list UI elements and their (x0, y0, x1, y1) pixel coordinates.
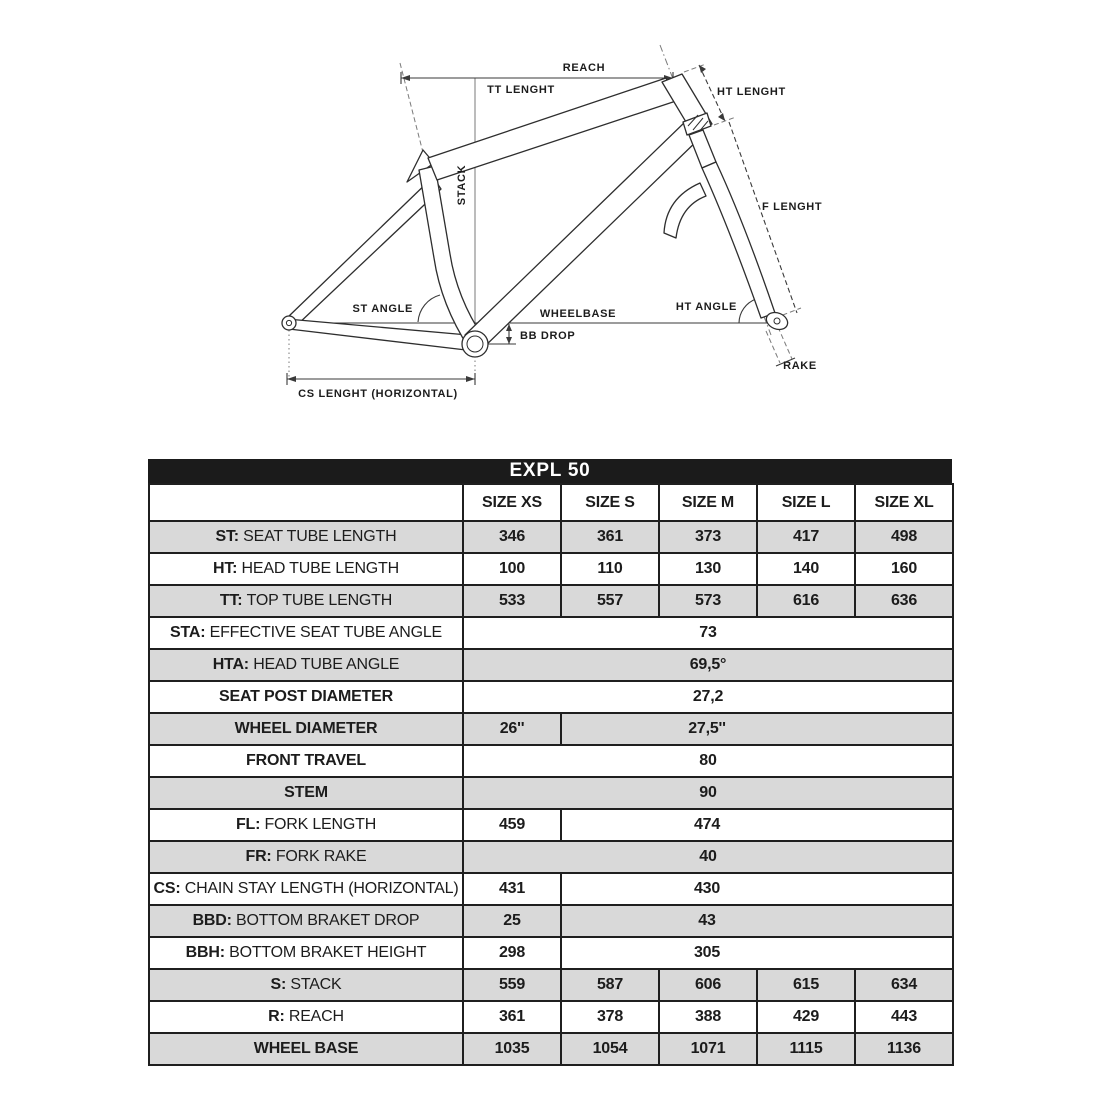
size-header-xs: SIZE XS (463, 484, 561, 521)
spec-label-text: BOTTOM BRAKET DROP (236, 912, 420, 929)
spec-value: 1054 (561, 1033, 659, 1065)
spec-value: 557 (561, 585, 659, 617)
spec-label (149, 713, 463, 745)
spec-value: 346 (463, 521, 561, 553)
spec-label-prefix: STA: (170, 624, 210, 641)
size-header-m: SIZE M (659, 484, 757, 521)
spec-label-text: CHAIN STAY LENGTH (HORIZONTAL) (184, 880, 459, 897)
stack-label: STACK (456, 164, 468, 206)
spec-value: 80 (463, 745, 953, 777)
size-header-l: SIZE L (757, 484, 855, 521)
spec-row (149, 841, 953, 873)
spec-row (149, 809, 953, 841)
spec-label (149, 1033, 463, 1065)
spec-value: 474 (561, 809, 953, 841)
spec-label (149, 873, 463, 905)
wheelbase-label: WHEELBASE (539, 308, 617, 320)
spec-label-text: HEAD TUBE ANGLE (253, 656, 400, 673)
spec-value: 573 (659, 585, 757, 617)
spec-value: 27,5'' (561, 713, 953, 745)
spec-label-text: SEAT TUBE LENGTH (243, 528, 397, 545)
spec-value: 430 (561, 873, 953, 905)
spec-label (149, 841, 463, 873)
spec-label-text: SEAT POST DIAMETER (219, 688, 393, 705)
spec-label-text: STEM (284, 784, 328, 801)
corner-cell (149, 484, 463, 521)
spec-table (148, 459, 952, 1066)
spec-value: 140 (757, 553, 855, 585)
spec-value: 298 (463, 937, 561, 969)
spec-label-prefix: ST: (215, 528, 244, 545)
spec-value: 40 (463, 841, 953, 873)
bb-drop-label: BB DROP (520, 330, 576, 342)
spec-label-prefix: BBD: (192, 912, 237, 929)
spec-value: 615 (757, 969, 855, 1001)
spec-label-text: BOTTOM BRAKET HEIGHT (229, 944, 427, 961)
bottom-bracket (462, 331, 488, 357)
rake-label: RAKE (783, 360, 817, 372)
spec-value: 73 (463, 617, 953, 649)
spec-label-prefix: FL: (235, 816, 265, 833)
chain-stay (287, 319, 468, 350)
spec-label (149, 521, 463, 553)
spec-row (149, 585, 953, 617)
cs-length-label: CS LENGHT (HORIZONTAL) (298, 388, 458, 400)
spec-label (149, 617, 463, 649)
spec-value: 25 (463, 905, 561, 937)
spec-label-text: WHEEL DIAMETER (234, 720, 378, 737)
spec-value: 1115 (757, 1033, 855, 1065)
spec-label-prefix: S: (270, 976, 291, 993)
spec-value: 1071 (659, 1033, 757, 1065)
spec-value: 43 (561, 905, 953, 937)
ht-angle-label: HT ANGLE (675, 301, 737, 313)
spec-value: 1035 (463, 1033, 561, 1065)
rear-dropout (282, 316, 296, 330)
spec-row (149, 745, 953, 777)
spec-value: 378 (561, 1001, 659, 1033)
spec-value: 100 (463, 553, 561, 585)
size-header-xl: SIZE XL (855, 484, 953, 521)
spec-label-text: FORK LENGTH (264, 816, 377, 833)
spec-label-prefix: FR: (245, 848, 276, 865)
spec-value: 90 (463, 777, 953, 809)
spec-label-text: FORK RAKE (275, 848, 367, 865)
spec-label (149, 905, 463, 937)
spec-value: 417 (757, 521, 855, 553)
spec-label (149, 649, 463, 681)
spec-row (149, 713, 953, 745)
seat-tube (419, 166, 483, 348)
steerer (689, 130, 716, 168)
spec-value: 373 (659, 521, 757, 553)
spec-value: 305 (561, 937, 953, 969)
spec-value: 616 (757, 585, 855, 617)
spec-value: 559 (463, 969, 561, 1001)
spec-row (149, 777, 953, 809)
spec-value: 431 (463, 873, 561, 905)
spec-table-title (148, 459, 952, 483)
spec-value: 533 (463, 585, 561, 617)
spec-label-prefix: HTA: (212, 656, 254, 673)
spec-value: 606 (659, 969, 757, 1001)
spec-row (149, 969, 953, 1001)
spec-value: 388 (659, 1001, 757, 1033)
spec-row (149, 905, 953, 937)
spec-label (149, 681, 463, 713)
spec-label (149, 777, 463, 809)
spec-value: 361 (463, 1001, 561, 1033)
geometry-table (148, 483, 954, 1066)
reach-label: REACH (562, 62, 606, 74)
spec-value: 361 (561, 521, 659, 553)
spec-label-text: STACK (290, 976, 342, 993)
spec-value: 587 (561, 969, 659, 1001)
spec-value: 130 (659, 553, 757, 585)
spec-value: 429 (757, 1001, 855, 1033)
spec-value: 160 (855, 553, 953, 585)
ht-length-label: HT LENGHT (717, 86, 786, 98)
spec-label-text: HEAD TUBE LENGTH (241, 560, 399, 577)
spec-label-prefix: CS: (153, 880, 185, 897)
spec-value: 498 (855, 521, 953, 553)
spec-value: 636 (855, 585, 953, 617)
spec-label-text: FRONT TRAVEL (246, 752, 366, 769)
spec-table-body (149, 521, 953, 1065)
spec-label (149, 969, 463, 1001)
fork-blade (702, 162, 775, 318)
spec-row (149, 1033, 953, 1065)
spec-value: 634 (855, 969, 953, 1001)
spec-row (149, 617, 953, 649)
spec-row (149, 937, 953, 969)
model-name: EXPL 50 (509, 460, 591, 481)
spec-label (149, 553, 463, 585)
spec-value: 26'' (463, 713, 561, 745)
spec-row (149, 873, 953, 905)
spec-row (149, 649, 953, 681)
spec-row (149, 553, 953, 585)
f-length-label: F LENGHT (762, 201, 823, 213)
spec-label-text: EFFECTIVE SEAT TUBE ANGLE (209, 624, 442, 641)
spec-label-prefix: BBH: (185, 944, 230, 961)
spec-label (149, 1001, 463, 1033)
spec-value: 1136 (855, 1033, 953, 1065)
spec-value: 459 (463, 809, 561, 841)
spec-value: 69,5° (463, 649, 953, 681)
tt-length-label: TT LENGHT (487, 84, 555, 96)
spec-label-text: TOP TUBE LENGTH (246, 592, 393, 609)
spec-label-prefix: R: (268, 1008, 289, 1025)
spec-label-prefix: HT: (213, 560, 242, 577)
fork-crown-arch (664, 183, 706, 238)
spec-row (149, 1001, 953, 1033)
spec-label (149, 745, 463, 777)
spec-value: 443 (855, 1001, 953, 1033)
spec-row (149, 681, 953, 713)
spec-row (149, 521, 953, 553)
spec-value: 110 (561, 553, 659, 585)
spec-label-text: WHEEL BASE (253, 1040, 359, 1057)
spec-label (149, 937, 463, 969)
spec-value: 27,2 (463, 681, 953, 713)
spec-label-prefix: TT: (219, 592, 247, 609)
size-header-s: SIZE S (561, 484, 659, 521)
spec-label-text: REACH (288, 1008, 344, 1025)
spec-label (149, 585, 463, 617)
spec-label (149, 809, 463, 841)
bike-geometry-diagram (0, 0, 1100, 452)
size-header-row (149, 484, 953, 521)
st-angle-label: ST ANGLE (352, 303, 413, 315)
